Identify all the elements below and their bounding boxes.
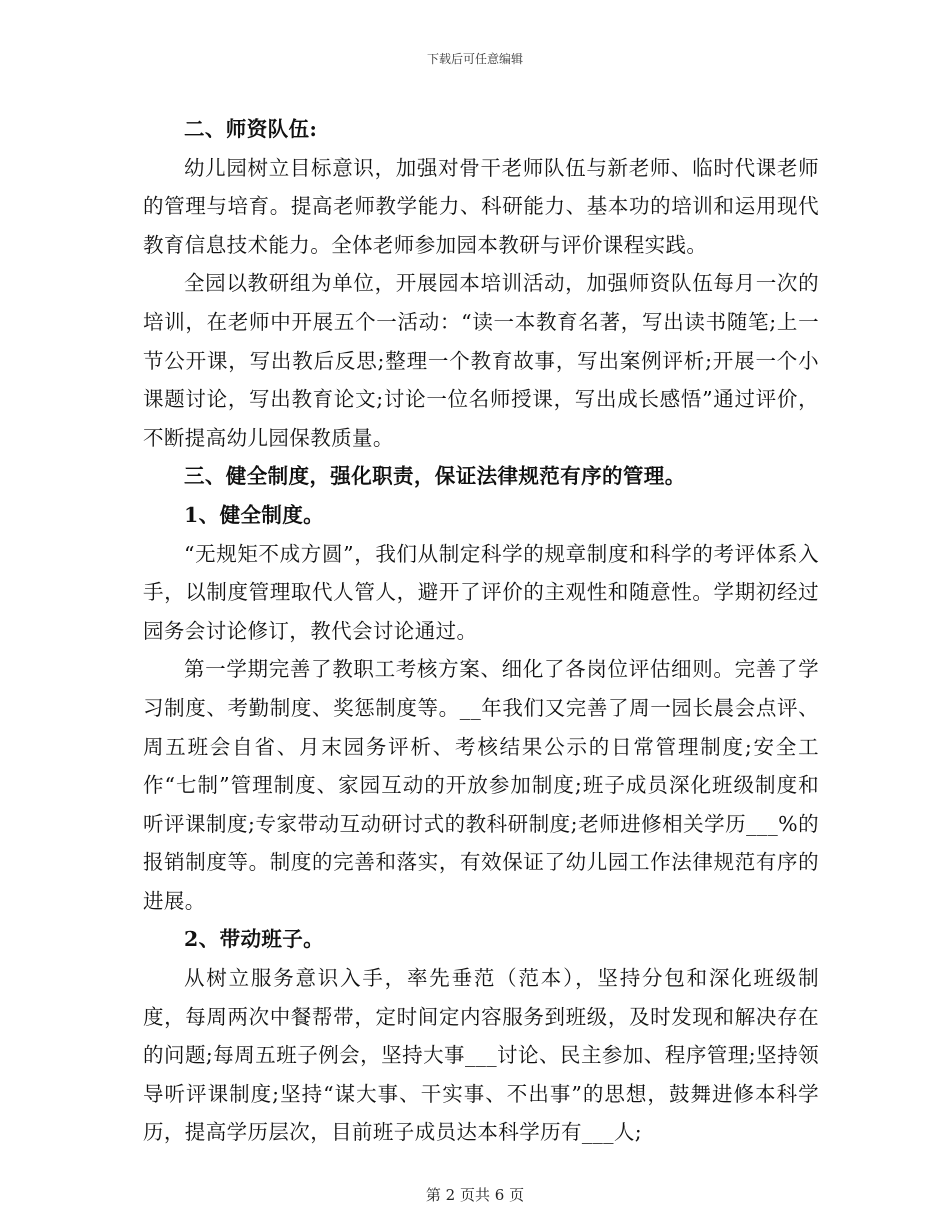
paragraph: 第一学期完善了教职工考核方案、细化了各岗位评估细则。完善了学习制度、考勤制度、奖惩制度等。__年我们又完善了周一园长晨会点评、周五班会自省、月末园务评析、考核结果公示的日常管理制度;安全工作“七制”管理制度、家园互动的开放参加制度;班子成员深化班级制度和听评课制度;专家带动互动研讨式的教科研制度;老师进修相关学历___%的报销制度等。制度的完善和落实，有效保证了幼儿园工作法律规范有序的进展。 [143, 657, 819, 913]
paragraph: 全园以教研组为单位，开展园本培训活动，加强师资队伍每月一次的培训，在老师中开展五个一活动：“读一本教育名著，写出读书随笔;上一节公开课，写出教后反思;整理一个教育故事，写出案例评析;开展一个小课题讨论，写出教育论文;讨论一位名师授课，写出成长感悟”通过评价，不断提高幼儿园保教质量。 [143, 271, 819, 450]
section-heading-system: 三、健全制度，强化职责，保证法律规范有序的管理。 [184, 464, 686, 489]
page-header: 下载后可任意编辑 [426, 52, 523, 66]
paragraph: “无规矩不成方圆”，我们从制定科学的规章制度和科学的考评体系入手，以制度管理取代人管人，避开了评价的主观性和随意性。学期初经过园务会讨论修订，教代会讨论通过。 [143, 541, 819, 643]
subsection-heading-rules: 1、健全制度。 [184, 502, 325, 527]
section-heading-faculty: 二、师资队伍: [184, 117, 318, 141]
subsection-heading-team: 2、带动班子。 [184, 927, 325, 952]
document-body [143, 110, 819, 1152]
paragraph: 从树立服务意识入手，率先垂范（范本），坚持分包和深化班级制度，每周两次中餐帮带，定时间定内容服务到班级，及时发现和解决存在的问题;每周五班子例会，坚持大事___讨论、民主参加、程序管理;坚持领导听评课制度;坚持“谋大事、干实事、不出事”的思想，鼓舞进修本科学历，提高学历层次，目前班子成员达本科学历有___人; [143, 966, 819, 1145]
page-footer: 第 2 页共 6 页 [425, 1186, 525, 1204]
paragraph: 幼儿园树立目标意识，加强对骨干老师队伍与新老师、临时代课老师的管理与培育。提高老师教学能力、科研能力、基本功的培训和运用现代教育信息技术能力。全体老师参加园本教研与评价课程实践。 [143, 155, 819, 257]
